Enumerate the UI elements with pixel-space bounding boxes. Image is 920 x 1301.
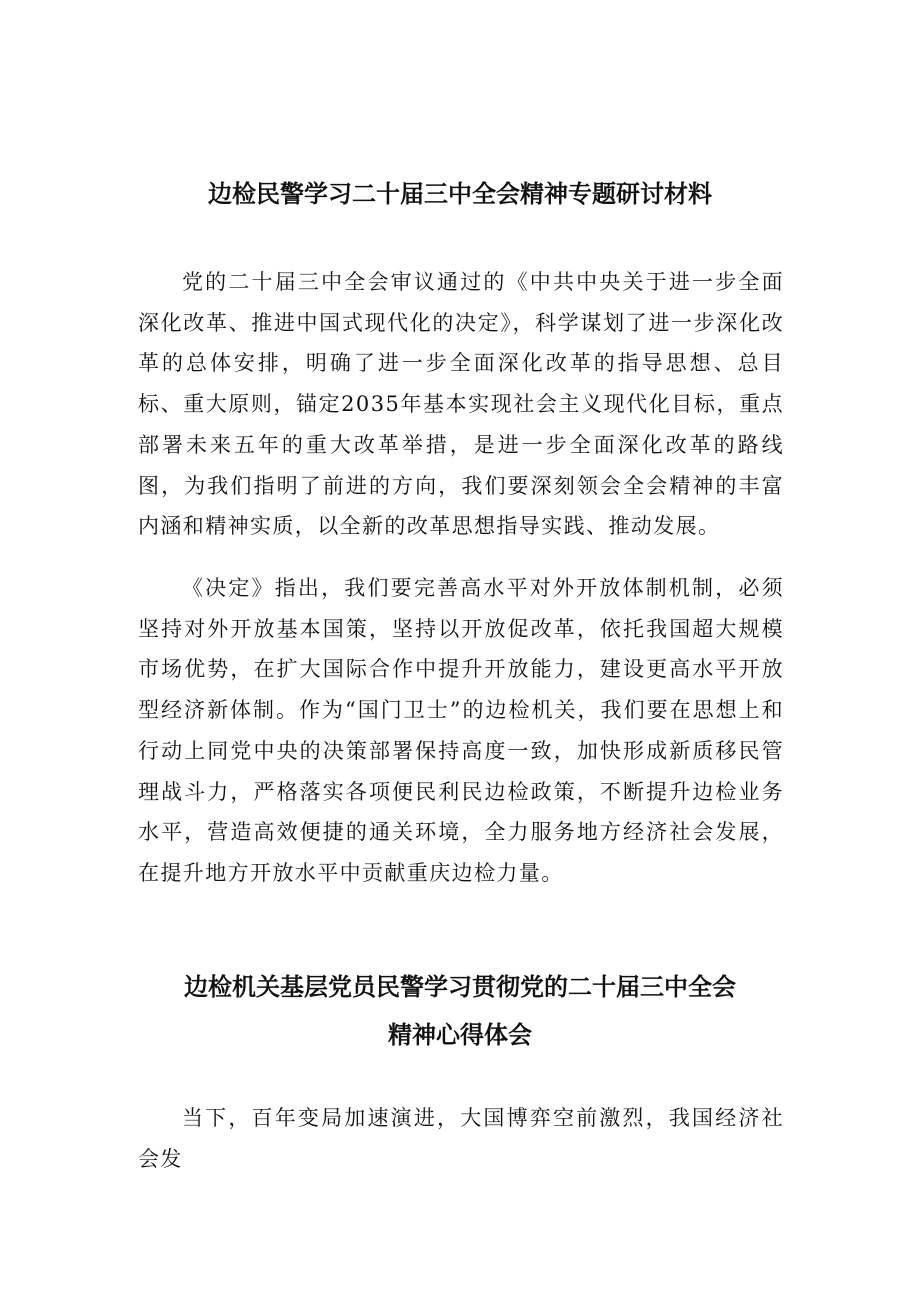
document-title-1: 边检民警学习二十届三中全会精神专题研讨材料 <box>208 180 712 208</box>
document-title-2-line-2: 精神心得体会 <box>388 1021 532 1049</box>
document-title-2-line-1: 边检机关基层党员民警学习贯彻党的二十届三中全会 <box>184 973 736 1001</box>
paragraph-1: 党的二十届三中全会审议通过的《中共中央关于进一步全面深化改革、推进中国式现代化的决定》，科学谋划了进一步深化改革的总体安排，明确了进一步全面深化改革的指导思想、总目标、重大原则，锚定2035年基本实现社会主义现代化目标，重点部署未来五年的重大改革举措，是进一步全面深化改革的路线图，为我们指明了前进的方向，我们要深刻领会全会精神的丰富内涵和精神实质，以全新的改革思想指导实践、推动发展。 <box>138 270 784 539</box>
document-title-2 <box>0 963 920 1059</box>
paragraph-2: 《决定》指出，我们要完善高水平对外开放体制机制，必须坚持对外开放基本国策，坚持以开放促改革，依托我国超大规模市场优势，在扩大国际合作中提升开放能力，建设更高水平开放型经济新体制。作为“国门卫士”的边检机关，我们要在思想上和行动上同党中央的决策部署保持高度一致，加快形成新质移民管理战斗力，严格落实各项便民利民边检政策，不断提升边检业务水平，营造高效便捷的通关环境，全力服务地方经济社会发展，在提升地方开放水平中贡献重庆边检力量。 <box>138 576 784 885</box>
paragraph-3: 当下，百年变局加速演进，大国博弈空前激烈，我国经济社会发 <box>138 1106 784 1171</box>
